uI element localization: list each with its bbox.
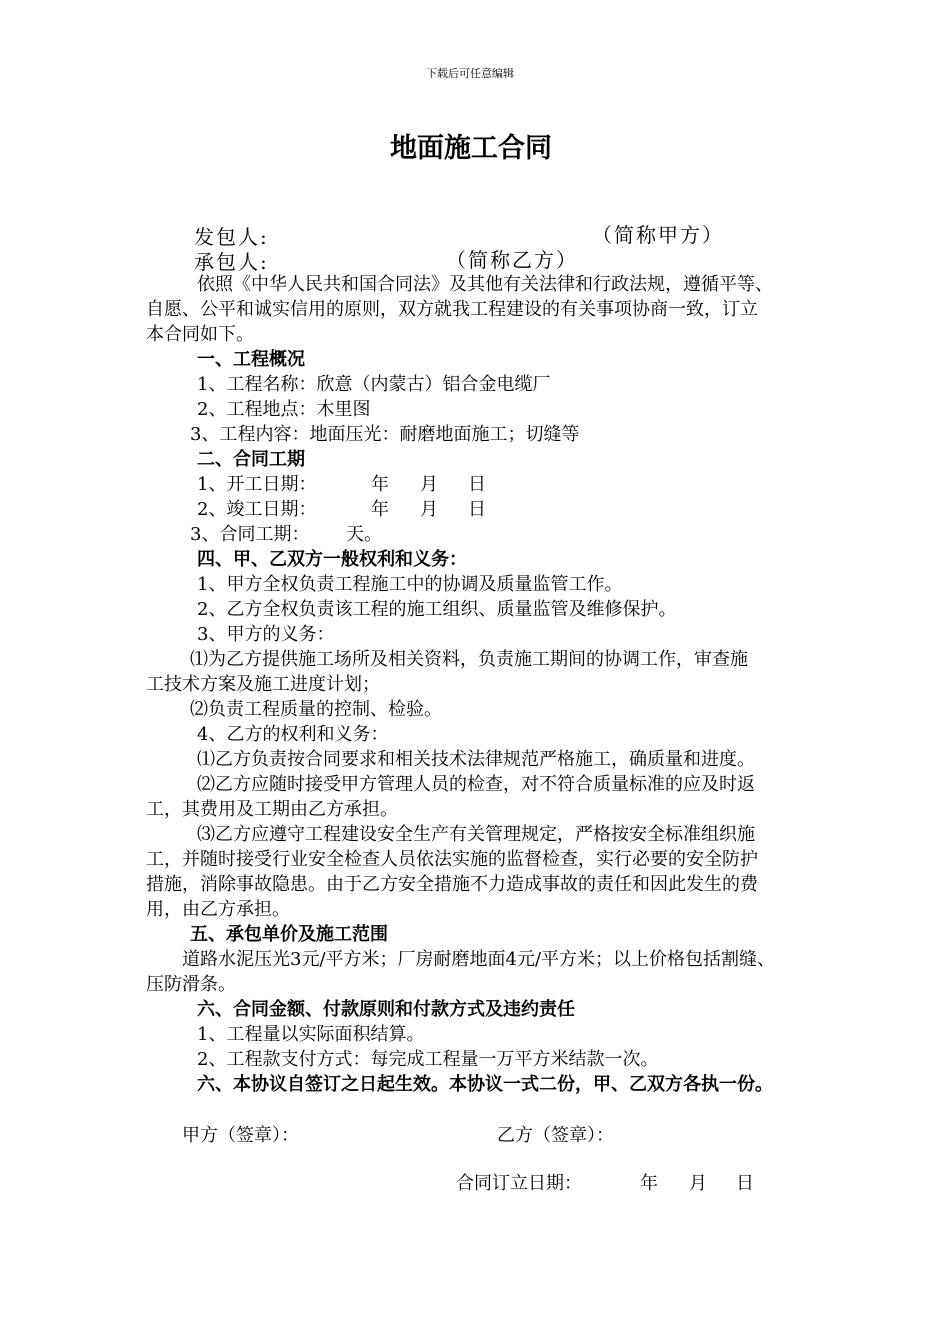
end-year: 年 [371,499,389,520]
contractor-label: 发包人: [194,225,269,249]
party-b-duty-2-line-2: 工，其费用及工期由乙方承担。 [146,799,398,820]
party-b-duty-3-line-3: 措施，消除事故隐患。由于乙方安全措施不力造成事故的责任和因此发生的费 [146,874,758,895]
section4-item-3: 3、甲方的义务： [197,624,335,645]
duration-unit: 天。 [346,524,382,545]
party-b-duty-3-line-1: ⑶乙方应遵守工程建设安全生产有关管理规定，严格按安全标准组织施 [197,824,755,845]
party-b-duty-1: ⑴乙方负责按合同要求和相关技术法律规范严格施工，确质量和进度。 [197,749,755,770]
start-day: 日 [468,474,486,495]
party-a-duty-1-line-2: 工技术方案及施工进度计划； [146,674,380,695]
section5-heading: 五、承包单价及施工范围 [190,924,388,945]
section4-heading: 四、甲、乙双方一般权利和义务： [197,549,467,570]
contract-year: 年 [640,1173,658,1194]
section5-line-2: 压防滑条。 [146,974,236,995]
party-b-duty-3-line-4: 用，由乙方承担。 [146,899,290,920]
header-note: 下载后可任意编辑 [426,67,514,80]
contract-day: 日 [736,1173,754,1194]
section4-item-2: 2、乙方全权负责该工程的施工组织、质量监管及维修保护。 [197,599,677,620]
end-day: 日 [468,499,486,520]
intro-line-2: 自愿、公平和诚实信用的原则，双方就我工程建设的有关事项协商一致，订立 [146,299,758,320]
contractor-alias: （简称甲方） [592,223,724,247]
section6-heading: 六、合同金额、付款原则和付款方式及违约责任 [197,999,575,1020]
section4-item-1: 1、甲方全权负责工程施工中的协调及质量监管工作。 [197,574,623,595]
section2-heading: 二、合同工期 [197,449,305,470]
party-b-duty-3-line-2: 工，并随时接受行业安全检查人员依法实施的监督检查，实行必要的安全防护 [146,849,758,870]
section6-item-1: 1、工程量以实际面积结算。 [197,1024,425,1045]
intro-line-1: 依照《中华人民共和国合同法》及其他有关法律和行政法规，遵循平等、 [197,274,773,295]
section1-item-1: 1、工程名称：欣意（内蒙古）铝合金电缆厂 [197,374,551,395]
section5-line-1: 道路水泥压光3元/平方米；厂房耐磨地面4元/平方米；以上价格包括割缝、 [182,949,776,970]
party-a-duty-2: ⑵负责工程质量的控制、检验。 [190,699,442,720]
end-month: 月 [420,499,438,520]
start-month: 月 [420,474,438,495]
section4-item-4: 4、乙方的权利和义务： [197,724,389,745]
contract-month: 月 [689,1173,707,1194]
contractee-label: 承包人: [194,250,269,274]
party-b-duty-2-line-1: ⑵乙方应随时接受甲方管理人员的检查，对不符合质量标准的应及时返 [197,774,755,795]
start-year: 年 [371,474,389,495]
section1-item-3: 3、工程内容：地面压光：耐磨地面施工；切缝等 [190,424,580,445]
contractee-alias: （简称乙方） [446,248,578,272]
section1-item-2: 2、工程地点：木里图 [197,399,371,420]
section6-item-2: 2、工程款支付方式：每完成工程量一万平方米结款一次。 [197,1049,659,1070]
start-date-label: 1、开工日期： [197,474,317,495]
effective-clause: 六、本协议自签订之日起生效。本协议一式二份，甲、乙双方各执一份。 [197,1074,773,1095]
end-date-label: 2、竣工日期： [197,499,317,520]
page-title: 地面施工合同 [390,133,552,164]
party-b-signature-label: 乙方（签章）： [497,1125,614,1146]
section1-heading: 一、工程概况 [197,349,305,370]
intro-line-3: 本合同如下。 [146,324,254,345]
party-a-duty-1-line-1: ⑴为乙方提供施工场所及相关资料，负责施工期间的协调工作，审查施 [190,649,748,670]
party-a-signature-label: 甲方（签章）： [182,1125,299,1146]
contract-date-label: 合同订立日期： [456,1173,582,1194]
duration-label: 3、合同工期： [190,524,310,545]
